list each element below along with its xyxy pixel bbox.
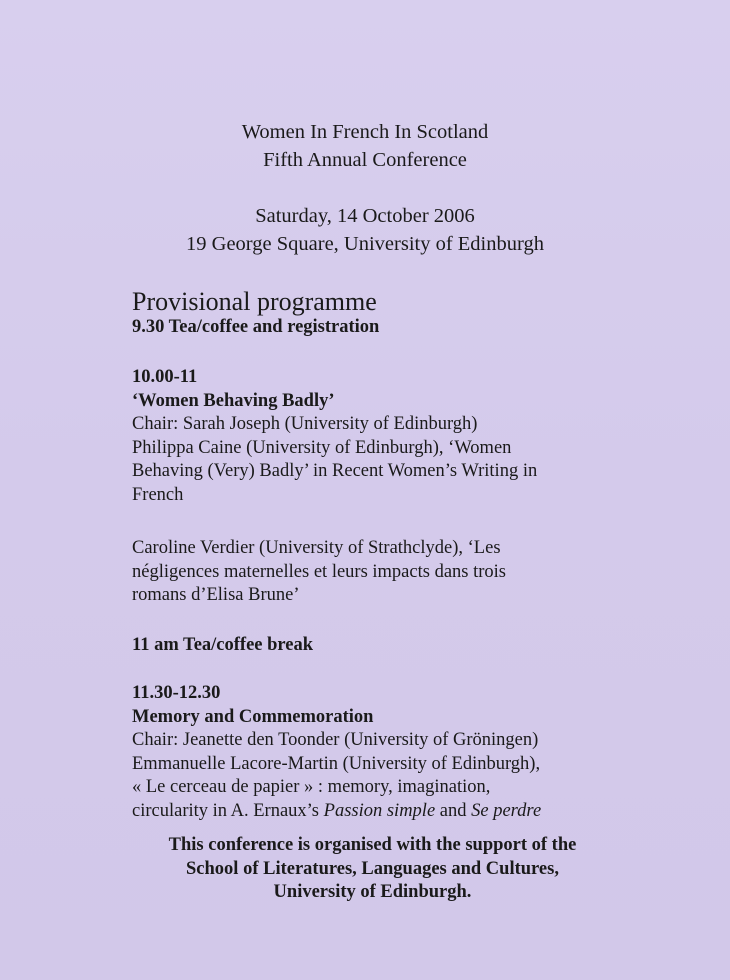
registration-item: 9.30 Tea/coffee and registration	[132, 317, 380, 337]
session-2-time: 11.30-12.30	[132, 683, 221, 703]
session-2-paper-1-line-1: Emmanuelle Lacore-Martin (University of Edinburgh),	[132, 753, 541, 774]
support-notice	[0, 834, 730, 905]
conference-heading	[0, 118, 730, 174]
session-1-paper-1-line-2: Behaving (Very) Badly’ in Recent Women’s Writing in	[132, 461, 538, 481]
session-1-chair: Chair: Sarah Joseph (University of Edinburgh)	[132, 414, 478, 434]
session-2-paper-1-line-2: « Le cerceau de papier » : memory, imagination,	[132, 777, 491, 797]
coffee-break-item: 11 am Tea/coffee break	[132, 635, 314, 655]
conference-date: Saturday, 14 October 2006	[255, 205, 475, 227]
session-2-paper-1-line-3	[132, 800, 632, 824]
support-notice-line-1: This conference is organised with the support of the	[168, 835, 577, 855]
session-1-paper-2-line-2: négligences maternelles et leurs impacts dans trois	[132, 561, 506, 582]
session-1-paper-1-line-1: Philippa Caine (University of Edinburgh), ‘Women	[132, 437, 512, 458]
session-2-paper-1-line-3-pre: circularity in A. Ernaux’s	[132, 800, 324, 821]
session-1-paper-2-line-3: romans d’Elisa Brune’	[132, 585, 300, 605]
session-1-title: ‘Women Behaving Badly’	[132, 390, 335, 411]
work-title-passion-simple: Passion simple	[323, 800, 436, 821]
session-1-time: 10.00-11	[132, 367, 198, 387]
session-1	[132, 366, 632, 507]
programme-title: Provisional programme	[132, 287, 377, 316]
session-2-title: Memory and Commemoration	[132, 706, 374, 727]
support-notice-line-2: School of Literatures, Languages and Cultures,	[186, 858, 559, 879]
session-1-paper-2-line-1: Caroline Verdier (University of Strathclyde), ‘Les	[132, 538, 501, 558]
conference-name: Fifth Annual Conference	[263, 149, 467, 171]
session-1-paper-2	[132, 537, 632, 608]
session-2	[132, 682, 632, 823]
organisation-name: Women In French In Scotland	[241, 121, 489, 143]
conference-venue: 19 George Square, University of Edinburgh	[186, 233, 544, 255]
work-title-se-perdre: Se perdre	[471, 800, 542, 821]
session-2-paper-1-line-3-mid: and	[435, 800, 472, 821]
support-notice-line-3: University of Edinburgh.	[273, 882, 472, 902]
session-2-chair: Chair: Jeanette den Toonder (University of Gröningen)	[132, 730, 539, 750]
session-1-paper-1-line-3: French	[132, 484, 184, 505]
conference-details	[0, 202, 730, 258]
